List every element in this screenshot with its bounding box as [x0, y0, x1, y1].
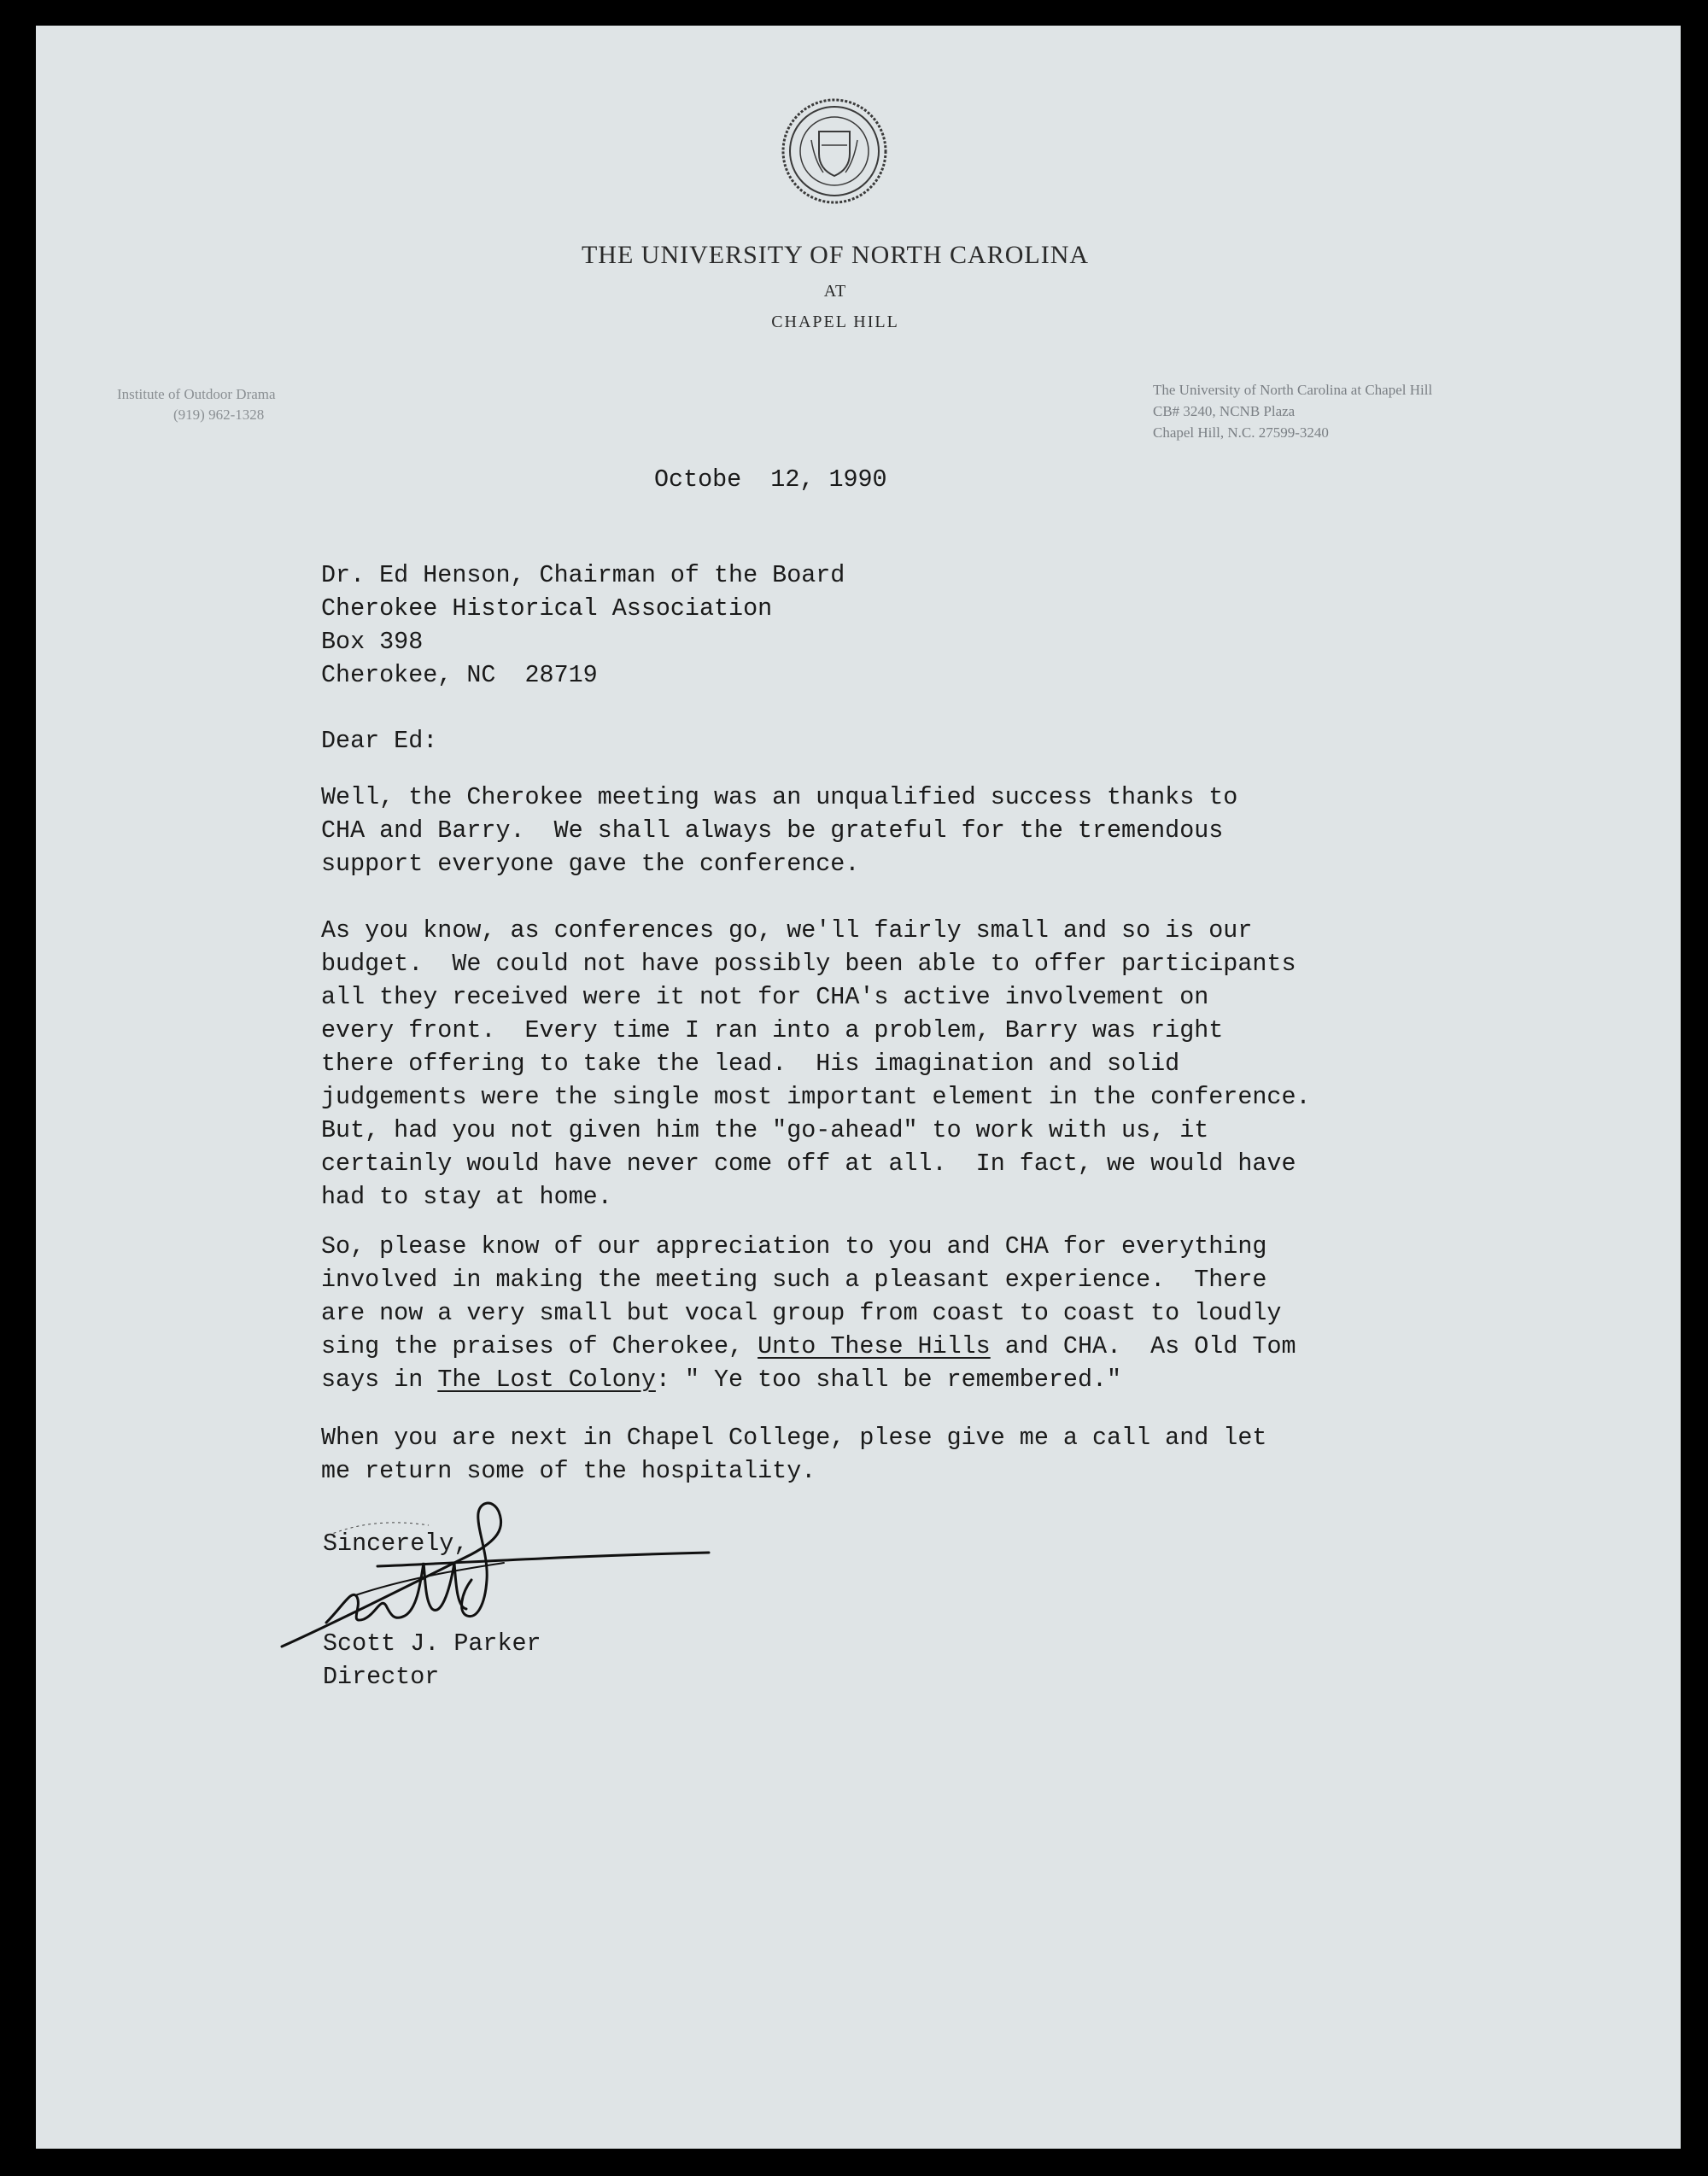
- body-line: had to stay at home.: [321, 1183, 612, 1211]
- signer-name: Scott J. Parker: [323, 1629, 541, 1658]
- body-line: budget. We could not have possibly been able to offer participants: [321, 950, 1296, 978]
- body-line: [321, 1330, 1296, 1363]
- body-line: When you are next in Chapel College, plese give me a call and let: [321, 1424, 1267, 1452]
- body-text: : " Ye too shall be remembered.": [655, 1366, 1122, 1394]
- paragraph-3: [321, 1230, 1296, 1396]
- body-line: all they received were it not for CHA's active involvement on: [321, 983, 1209, 1011]
- paragraph-2: [321, 914, 1311, 1214]
- university-campus: CHAPEL HILL: [771, 313, 899, 331]
- play-title-unto-these-hills: Unto These Hills: [757, 1332, 991, 1360]
- body-line: As you know, as conferences go, we'll fairly small and so is our: [321, 916, 1253, 945]
- recipient-line: Dr. Ed Henson, Chairman of the Board: [321, 561, 845, 589]
- body-line: every front. Every time I ran into a problem, Barry was right: [321, 1016, 1224, 1044]
- recipient-line: Cherokee Historical Association: [321, 594, 773, 623]
- letter-page: [36, 26, 1681, 2149]
- body-line: support everyone gave the conference.: [321, 850, 860, 878]
- handwritten-signature: [275, 1426, 719, 1674]
- department-phone: (919) 962-1328: [173, 407, 265, 423]
- salutation: Dear Ed:: [321, 727, 438, 755]
- address-line: The University of North Carolina at Chapel Hill: [1153, 382, 1433, 398]
- play-title-lost-colony: The Lost Colony: [437, 1366, 656, 1394]
- body-line: Well, the Cherokee meeting was an unqualified success thanks to: [321, 783, 1238, 811]
- university-name: THE UNIVERSITY OF NORTH CAROLINA: [581, 241, 1090, 269]
- closing: Sincerely,: [323, 1530, 469, 1558]
- address-line: Chapel Hill, N.C. 27599-3240: [1153, 424, 1329, 441]
- address-line: CB# 3240, NCNB Plaza: [1153, 403, 1296, 419]
- body-line: CHA and Barry. We shall always be grateful for the tremendous: [321, 816, 1224, 845]
- department-block: [117, 384, 399, 425]
- letter-date: Octobe 12, 1990: [654, 465, 887, 494]
- body-line: involved in making the meeting such a pleasant experience. There: [321, 1266, 1267, 1294]
- paragraph-1: [321, 781, 1237, 880]
- body-line: there offering to take the lead. His imagination and solid: [321, 1050, 1180, 1078]
- signer-title: Director: [323, 1663, 440, 1691]
- body-line: But, had you not given him the "go-ahead" to work with us, it: [321, 1116, 1209, 1144]
- body-text: and CHA. As Old Tom: [990, 1332, 1296, 1360]
- return-address: [1153, 379, 1597, 443]
- body-text: sing the praises of Cherokee,: [321, 1332, 758, 1360]
- body-line: judgements were the single most important element in the conference.: [321, 1083, 1311, 1111]
- university-at: AT: [823, 282, 847, 301]
- recipient-line: Cherokee, NC 28719: [321, 661, 598, 689]
- recipient-address: [321, 559, 845, 692]
- department-name: Institute of Outdoor Drama: [117, 386, 276, 402]
- university-seal-icon: [781, 97, 888, 205]
- body-line: [321, 1363, 1296, 1396]
- body-line: are now a very small but vocal group from coast to coast to loudly: [321, 1299, 1282, 1327]
- body-line: me return some of the hospitality.: [321, 1457, 816, 1485]
- body-line: certainly would have never come off at all. In fact, we would have: [321, 1149, 1296, 1178]
- recipient-line: Box 398: [321, 628, 424, 656]
- body-text: says in: [321, 1366, 438, 1394]
- body-line: So, please know of our appreciation to you and CHA for everything: [321, 1232, 1267, 1261]
